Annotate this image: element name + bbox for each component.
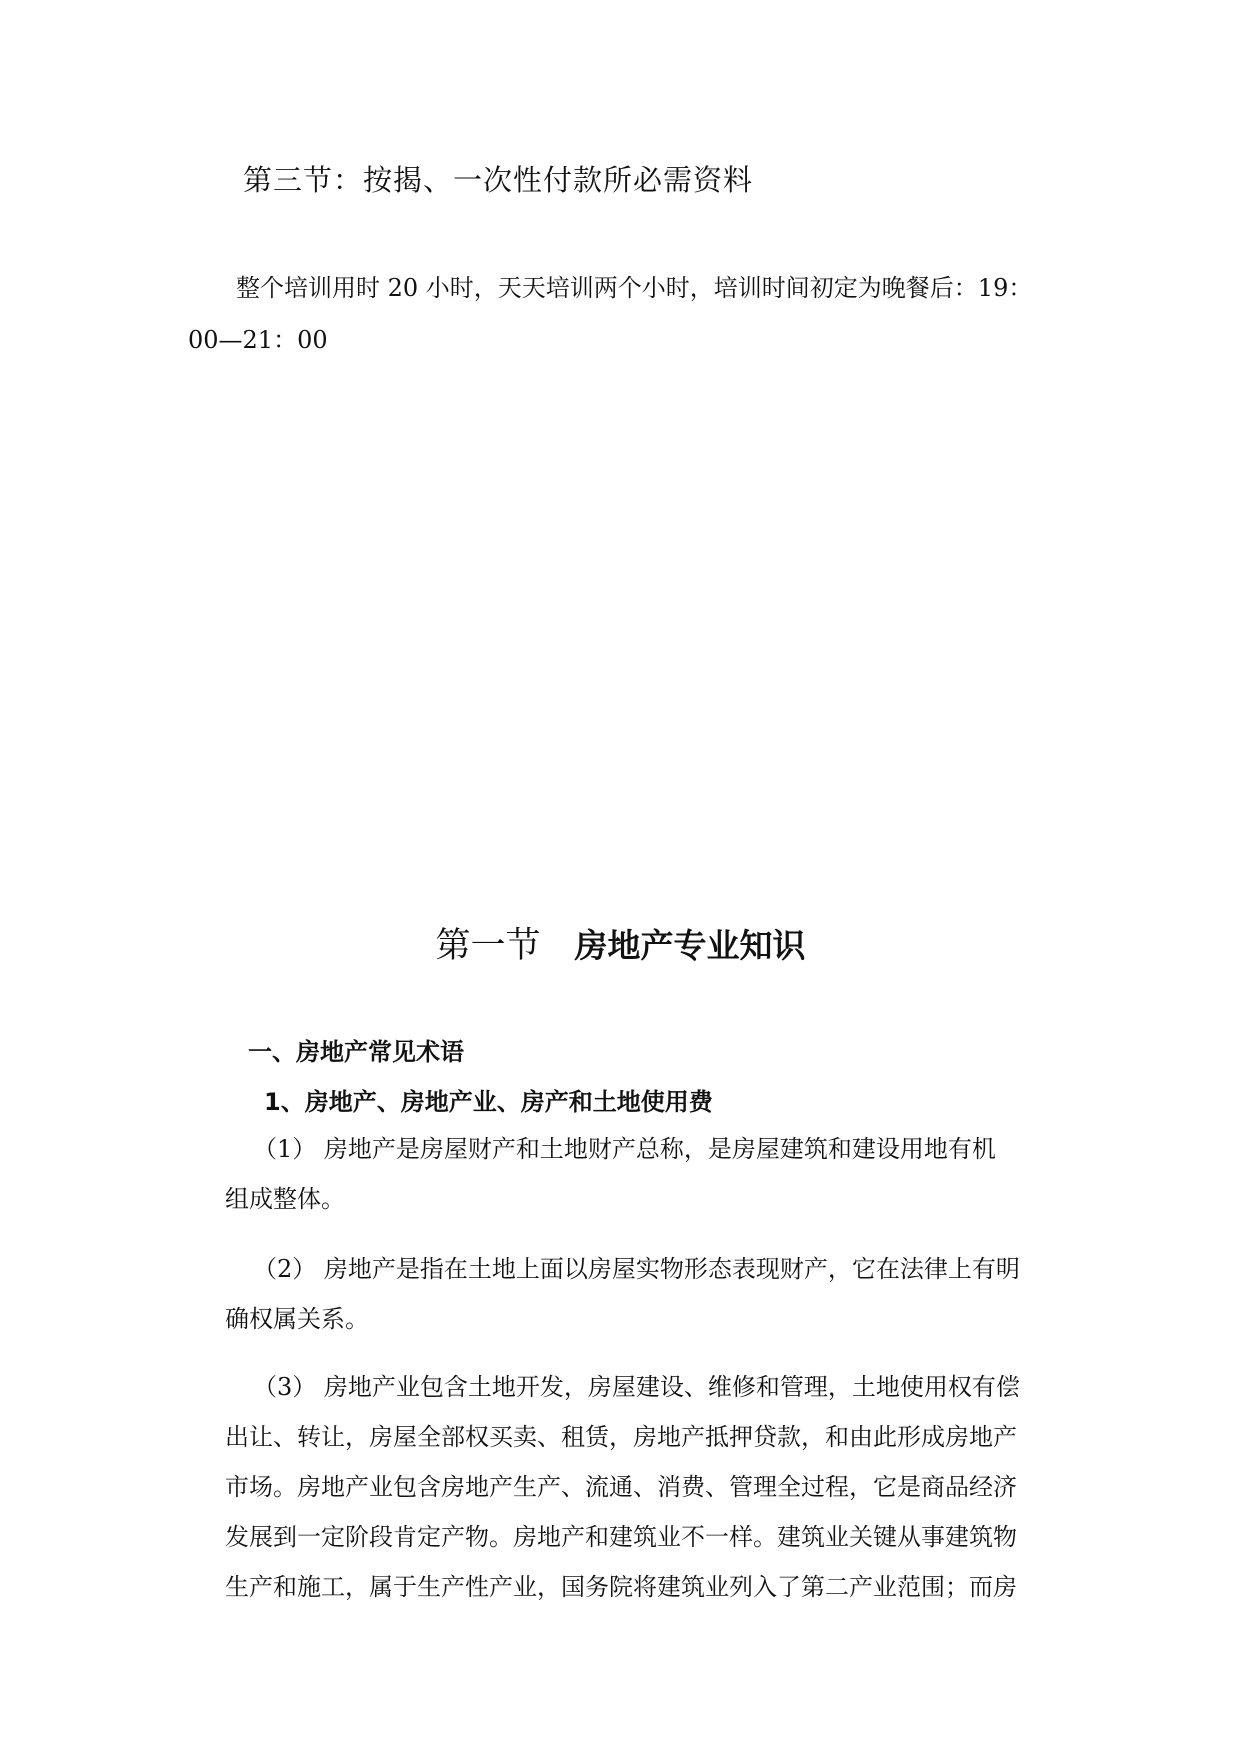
paragraph-line: 确权属关系。 (225, 1305, 369, 1333)
paragraph-1 (225, 1124, 1055, 1224)
subsection-heading: 1、房地产、房地产业、房产和土地使用费 (264, 1088, 713, 1116)
chapter-number: 第一节 (435, 926, 541, 966)
schedule-paragraph (188, 262, 1048, 366)
paragraph-3 (225, 1362, 1055, 1612)
paragraph-line: 组成整体。 (225, 1185, 345, 1213)
section-heading: 一、房地产常见术语 (248, 1038, 464, 1066)
paragraph-line: 市场。房地产业包含房地产生产、流通、消费、管理全过程，它是商品经济 (225, 1473, 1017, 1501)
section-line: 第三节：按揭、一次性付款所必需资料 (243, 163, 754, 197)
paragraph-2 (225, 1244, 1055, 1344)
schedule-line: 整个培训用时 20 小时，天天培训两个小时，培训时间初定为晚餐后：19： (236, 274, 1033, 302)
paragraph-line: （3） 房地产业包含土地开发，房屋建设、维修和管理，土地使用权有偿 (253, 1373, 1020, 1401)
chapter-title (0, 918, 1241, 968)
schedule-line: 00—21：00 (188, 326, 328, 354)
paragraph-line: 出让、转让，房屋全部权买卖、租赁，房地产抵押贷款，和由此形成房地产 (225, 1423, 1017, 1451)
paragraph-line: 生产和施工，属于生产性产业，国务院将建筑业列入了第二产业范围；而房 (225, 1573, 1017, 1601)
paragraph-line: 发展到一定阶段肯定产物。房地产和建筑业不一样。建筑业关键从事建筑物 (225, 1523, 1017, 1551)
paragraph-line: （1） 房地产是房屋财产和土地财产总称，是房屋建筑和建设用地有机 (253, 1135, 996, 1163)
chapter-name: 房地产专业知识 (574, 926, 806, 965)
paragraph-line: （2） 房地产是指在土地上面以房屋实物形态表现财产，它在法律上有明 (253, 1255, 1020, 1283)
